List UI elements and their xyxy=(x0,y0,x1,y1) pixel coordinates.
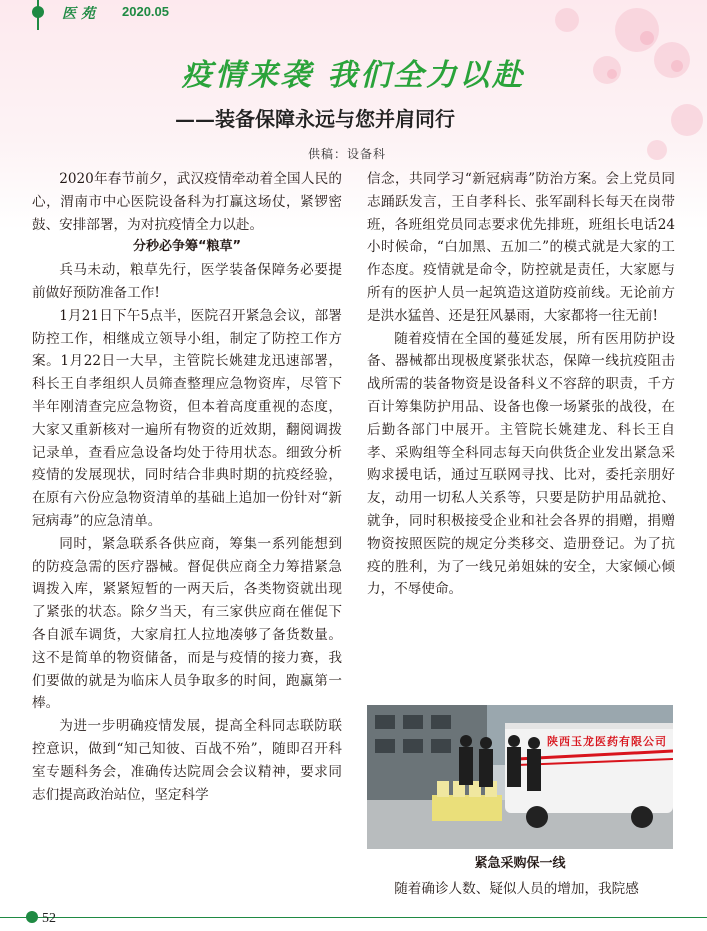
continued-text: 随着确诊人数、疑似人员的增加，我院感 xyxy=(394,881,639,897)
body-paragraph-continued: 信念，共同学习“新冠病毒”防治方案。会上党员同志踊跃发言，王自孝科长、张军副科长每天在岗带班，各班组党员同志要求优先排班，班组长电话24小时候命，“白加黑、五加二”的模式就是大家的工作态度。疫情就是命令，防控就是责任，大家愿与所有的医护人员一起筑造这道防疫前线。无论前方是洪水猛兽、还是狂风暴雨，大家都将一往无前! xyxy=(367,171,675,324)
van-signage: 陕西玉龙医药有限公司 xyxy=(547,735,667,748)
article-byline: 供稿：设备科 xyxy=(308,147,387,161)
page-header xyxy=(0,0,707,28)
body-paragraph: 兵马未动，粮草先行，医学装备保障务必要提前做好预防准备工作! xyxy=(32,262,342,301)
body-paragraph: 2020年春节前夕，武汉疫情牵动着全国人民的心，渭南市中心医院设备科为打赢这场仗，紧锣密鼓、安排部署，为对抗疫情全力以赴。 xyxy=(32,171,342,233)
page-number: 52 xyxy=(42,911,56,926)
photo-caption: 紧急采购保一线 xyxy=(474,856,566,871)
news-photo xyxy=(367,705,673,849)
page-footer xyxy=(0,905,707,931)
article-subtitle: ——装备保障永远与您并肩同行 xyxy=(175,107,455,131)
left-text-column xyxy=(32,168,342,806)
article-title: 疫情来袭 我们全力以赴 xyxy=(181,58,526,93)
photo-illustration xyxy=(367,705,673,849)
footer-dot xyxy=(26,911,38,923)
footer-rule xyxy=(0,917,707,918)
issue-date: 2020.05 xyxy=(122,4,169,19)
header-dot xyxy=(32,6,44,18)
right-text-column xyxy=(367,168,675,601)
body-paragraph: 为进一步明确疫情发展，提高全科同志联防联控意识，做到“知己知彼、百战不殆”，随即召开科室专题科务会，准确传达院周会会议精神，要求同志们提高政治站位，坚定科学 xyxy=(32,718,342,803)
body-paragraph: 1月21日下午5点半，医院召开紧急会议，部署防控工作，相继成立领导小组，制定了防控工作方案。1月22日一大早，主管院长姚建龙迅速部署，科长王自孝组织人员筛查整理应急物资库，尽管下半年刚清查完应急物资，但本着高度重视的态度，大家又重新核对一遍所有物资的近效期，翻阅调拨记录单，查看应急设备均处于待用状态。细致分析疫情的发展现状，同时结合非典时期的抗疫经验，在原有六份应急物资清单的基础上追加一份针对“新冠病毒”的应急清单。 xyxy=(32,307,342,529)
section-heading: 分秒必争筹“粮草” xyxy=(132,239,242,255)
column-name: 医苑 xyxy=(62,6,100,22)
body-paragraph: 随着疫情在全国的蔓延发展，所有医用防护设备、器械都出现极度紧张状态，保障一线抗疫阻击战所需的装备物资是设备科义不容辞的职责，千方百计筹集防护用品、设备也像一场紧张的战役，在后勤各部门中展开。主管院长姚建龙、科长王自孝、采购组等全科同志每天向供货企业发出紧急采购求援电话，通过互联网寻找、比对，委托亲朋好友，动用一切私人关系等，只要是防护用品就抢、就争，同时积极接受企业和社会各界的捐赠，捐赠物资按照医院的规定分类移交、造册登记。为了抗疫的胜利，为了一线兄弟姐妹的安全，大家倾心倾力，不辱使命。 xyxy=(367,330,675,598)
body-paragraph: 同时，紧急联系各供应商，筹集一系列能想到的防疫急需的医疗器械。督促供应商全力筹措紧急调拨入库，紧紧短暂的一两天后，各类物资就出现了紧张的状态。除夕当天，有三家供应商在催促下各自派车调货，大家肩扛人拉地凑够了备货数量。这不是简单的物资储备，而是与疫情的接力赛，我们要做的就是为临床人员争取多的时间，跑赢第一棒。 xyxy=(32,535,342,712)
